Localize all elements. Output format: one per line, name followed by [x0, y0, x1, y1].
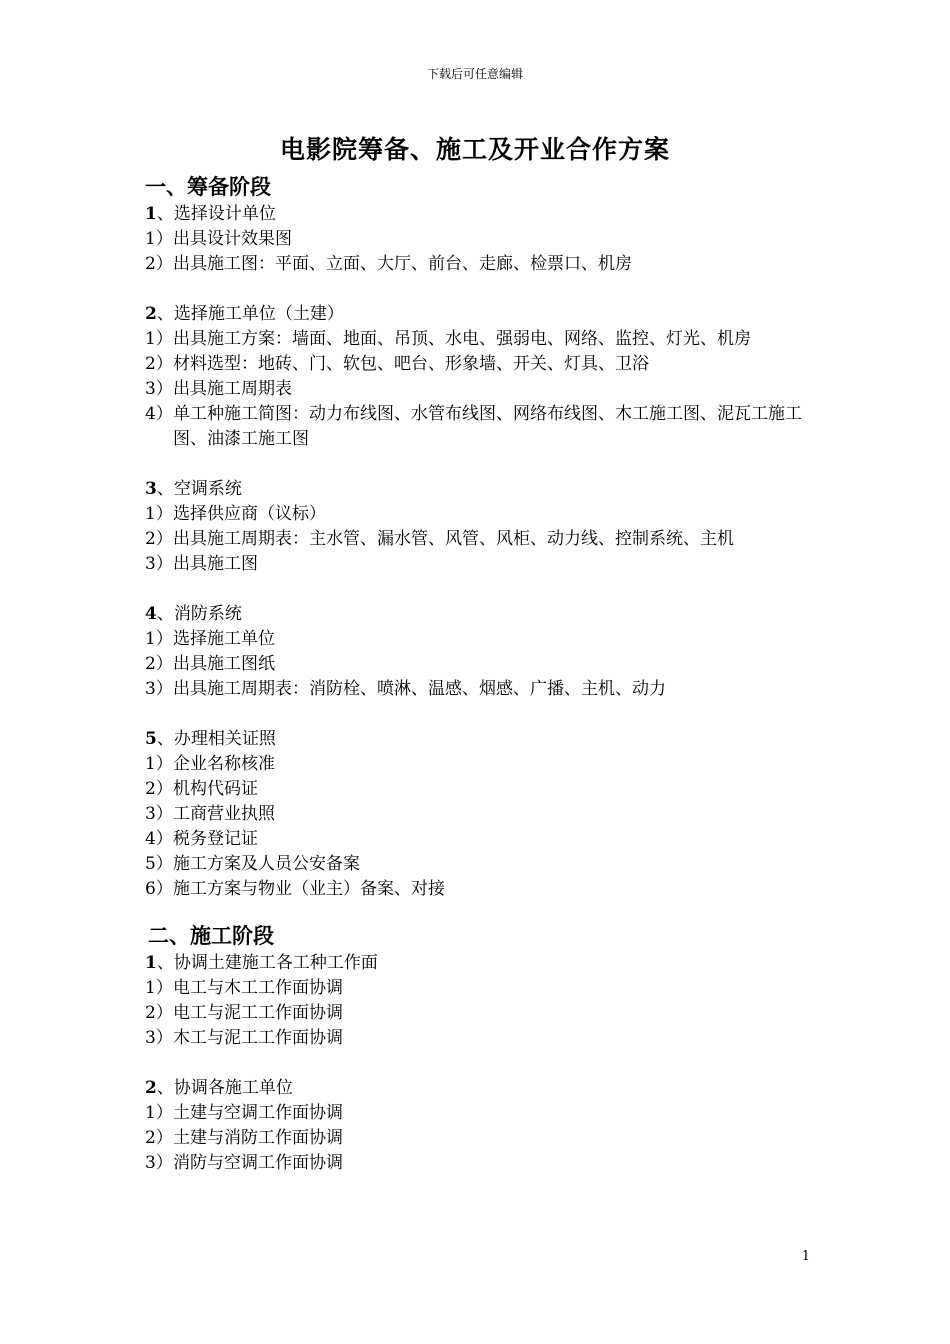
subsection-heading	[145, 727, 810, 752]
list-item-text: 税务登记证	[173, 829, 258, 849]
list-item	[145, 402, 810, 452]
list-item-marker: 2）	[145, 354, 173, 374]
subsection-number: 5	[145, 729, 157, 749]
subsection-label: 、选择设计单位	[156, 204, 276, 224]
list-item-text: 木工与泥工工作面协调	[173, 1028, 343, 1048]
list-item-text: 企业名称核准	[173, 754, 275, 774]
document-title: 电影院筹备、施工及开业合作方案	[279, 135, 670, 164]
list-item	[145, 1126, 810, 1151]
subsection-heading	[145, 302, 810, 327]
list-item-text: 土建与消防工作面协调	[173, 1128, 343, 1148]
subsection-number: 4	[145, 604, 157, 624]
list-item-marker: 5）	[145, 854, 173, 874]
subsection-label: 、选择施工单位（土建）	[156, 304, 344, 324]
subsection-label: 、消防系统	[156, 604, 242, 624]
list-item	[145, 252, 810, 277]
list-item	[145, 1101, 810, 1126]
list-item	[145, 352, 810, 377]
page-number: 1	[801, 1249, 810, 1264]
list-item-marker: 2）	[145, 654, 173, 674]
list-item-text: 单工种施工简图：动力布线图、水管布线图、网络布线图、木工施工图、泥瓦工施工图、油漆工施工图	[173, 404, 802, 449]
list-item-text: 出具设计效果图	[173, 229, 292, 249]
page-header: 下载后可任意编辑	[426, 67, 523, 81]
spacer	[145, 277, 810, 302]
section-heading-construction: 二、施工阶段	[148, 923, 274, 948]
subsection-number: 1	[145, 953, 157, 973]
subsection-number: 2	[145, 1078, 157, 1098]
list-item-text: 土建与空调工作面协调	[173, 1103, 343, 1123]
list-item-text: 出具施工图：平面、立面、大厅、前台、走廊、检票口、机房	[173, 254, 632, 274]
subsection-label: 、协调各施工单位	[156, 1078, 293, 1098]
subsection-heading	[145, 951, 810, 976]
subsection-heading	[145, 1076, 810, 1101]
list-item	[145, 552, 810, 577]
list-item	[145, 877, 810, 902]
spacer	[145, 452, 810, 477]
list-item	[145, 502, 810, 527]
list-item-marker: 2）	[145, 529, 173, 549]
spacer	[145, 702, 810, 727]
list-item-marker: 1）	[145, 1103, 173, 1123]
list-item-marker: 2）	[145, 1128, 173, 1148]
list-item-marker: 3）	[145, 804, 173, 824]
list-item-marker: 3）	[145, 379, 173, 399]
spacer	[145, 577, 810, 602]
list-item-text: 消防与空调工作面协调	[173, 1153, 343, 1173]
list-item-marker: 2）	[145, 254, 173, 274]
list-item-text: 出具施工周期表	[173, 379, 292, 399]
list-item	[145, 677, 810, 702]
subsection-label: 、协调土建施工各工种工作面	[156, 953, 378, 973]
subsection-label: 、办理相关证照	[156, 729, 276, 749]
list-item	[145, 752, 810, 777]
list-item-marker: 1）	[145, 978, 173, 998]
list-item-marker: 1）	[145, 229, 173, 249]
subsection-number: 3	[145, 479, 157, 499]
list-item-marker: 3）	[145, 1153, 173, 1173]
list-item-text: 出具施工图纸	[173, 654, 275, 674]
list-item-marker: 1）	[145, 329, 173, 349]
list-item-marker: 1）	[145, 504, 173, 524]
list-item-marker: 2）	[145, 779, 173, 799]
list-item	[145, 1026, 810, 1051]
list-item	[145, 1151, 810, 1176]
section-preparation	[145, 202, 810, 902]
subsection-heading	[145, 477, 810, 502]
list-item-text: 出具施工方案：墙面、地面、吊顶、水电、强弱电、网络、监控、灯光、机房	[173, 329, 751, 349]
list-item-marker: 4）	[145, 404, 173, 424]
list-item-text: 施工方案及人员公安备案	[173, 854, 360, 874]
subsection-label: 、空调系统	[156, 479, 242, 499]
list-item-text: 电工与泥工工作面协调	[173, 1003, 343, 1023]
list-item-text: 出具施工图	[173, 554, 258, 574]
list-item	[145, 976, 810, 1001]
list-item-marker: 1）	[145, 754, 173, 774]
list-item	[145, 802, 810, 827]
list-item-marker: 3）	[145, 1028, 173, 1048]
list-item-marker: 3）	[145, 554, 173, 574]
list-item-marker: 2）	[145, 1003, 173, 1023]
list-item-marker: 4）	[145, 829, 173, 849]
list-item-text: 材料选型：地砖、门、软包、吧台、形象墙、开关、灯具、卫浴	[173, 354, 649, 374]
spacer	[145, 1051, 810, 1076]
list-item	[145, 227, 810, 252]
list-item	[145, 327, 810, 352]
subsection-number: 1	[145, 204, 157, 224]
section-heading-preparation: 一、筹备阶段	[145, 174, 271, 199]
section-construction	[145, 951, 810, 1176]
list-item-text: 施工方案与物业（业主）备案、对接	[173, 879, 445, 899]
list-item	[145, 377, 810, 402]
list-item	[145, 827, 810, 852]
list-item	[145, 1001, 810, 1026]
list-item-marker: 6）	[145, 879, 173, 899]
list-item-text: 工商营业执照	[173, 804, 275, 824]
list-item-text: 出具施工周期表：消防栓、喷淋、温感、烟感、广播、主机、动力	[173, 679, 666, 699]
subsection-heading	[145, 202, 810, 227]
list-item-text: 选择施工单位	[173, 629, 275, 649]
list-item-text: 选择供应商（议标）	[173, 504, 326, 524]
list-item	[145, 652, 810, 677]
list-item-text: 机构代码证	[173, 779, 258, 799]
list-item	[145, 627, 810, 652]
list-item-text: 出具施工周期表：主水管、漏水管、风管、风柜、动力线、控制系统、主机	[173, 529, 734, 549]
subsection-heading	[145, 602, 810, 627]
list-item	[145, 777, 810, 802]
list-item	[145, 852, 810, 877]
document-body	[145, 172, 810, 1176]
list-item-marker: 3）	[145, 679, 173, 699]
list-item-marker: 1）	[145, 629, 173, 649]
subsection-number: 2	[145, 304, 157, 324]
list-item	[145, 527, 810, 552]
list-item-text: 电工与木工工作面协调	[173, 978, 343, 998]
